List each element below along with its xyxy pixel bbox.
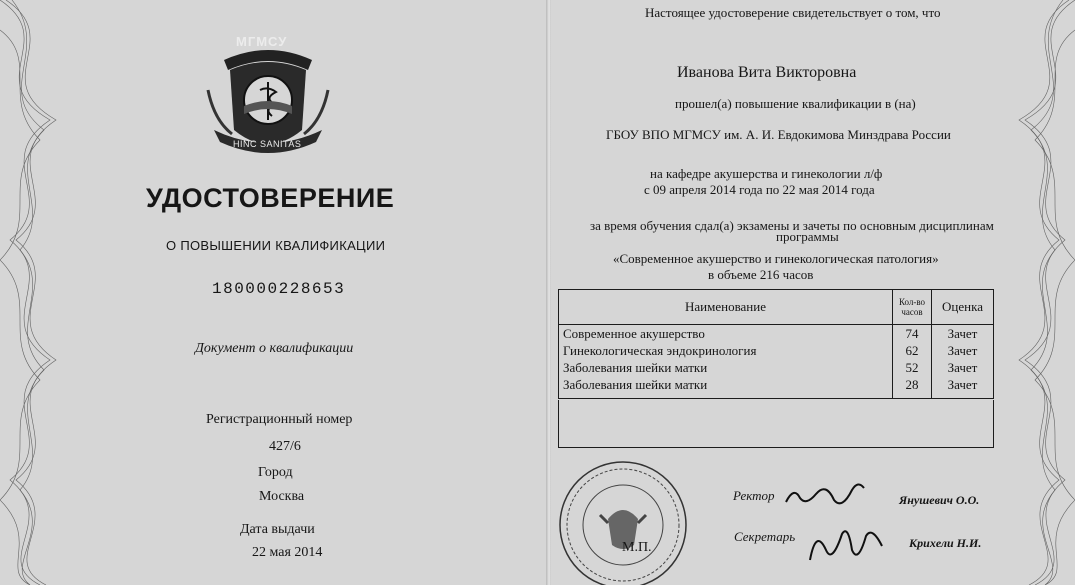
document-title: УДОСТОВЕРЕНИЕ — [146, 183, 395, 213]
discipline-grade: Зачет — [932, 359, 994, 376]
emblem-bottom-text: HINC SANITAS — [233, 139, 302, 149]
city-value: Москва — [259, 489, 305, 504]
discipline-grade: Зачет — [932, 325, 994, 343]
document-type: Документ о квалификации — [195, 341, 354, 356]
table-row — [559, 359, 994, 376]
exams-line-1: за время обучения сдал(а) экзамены и зачеты по основным дисциплинам — [590, 218, 994, 233]
rector-label: Ректор — [733, 488, 775, 503]
table-row — [559, 325, 994, 343]
emblem-top-text: МГМСУ — [236, 34, 288, 49]
discipline-hours: 52 — [893, 359, 932, 376]
passed-text: прошел(а) повышение квалификации в (на) — [675, 96, 916, 111]
rector-name: Янушевич О.О. — [899, 493, 980, 507]
seal-text: М.П. — [622, 540, 652, 555]
discipline-grade: Зачет — [932, 342, 994, 359]
discipline-name: Заболевания шейки матки — [559, 359, 893, 376]
issue-date-label: Дата выдачи — [240, 522, 315, 537]
secretary-name: Крихели Н.И. — [909, 536, 982, 550]
guilloche-border-right-icon — [1013, 0, 1075, 585]
table-row — [559, 376, 994, 399]
official-seal-icon — [556, 453, 690, 585]
registration-label: Регистрационный номер — [206, 412, 353, 427]
document-subtitle: О ПОВЫШЕНИИ КВАЛИФИКАЦИИ — [166, 238, 386, 253]
intro-text: Настоящее удостоверение свидетельствует о том, что — [645, 5, 941, 20]
table-row — [559, 342, 994, 359]
secretary-signature-icon — [806, 520, 886, 568]
secretary-label: Секретарь — [734, 529, 796, 544]
discipline-grade: Зачет — [932, 376, 994, 399]
discipline-hours: 28 — [893, 376, 932, 399]
table-bottom-frame — [558, 400, 994, 448]
program-hours: в объеме 216 часов — [708, 267, 814, 282]
issue-date-value: 22 мая 2014 — [252, 545, 323, 560]
program-title: «Современное акушерство и гинекологическая патология» — [613, 251, 939, 266]
institution-text: ГБОУ ВПО МГМСУ им. А. И. Евдокимова Минздрава России — [606, 127, 951, 142]
exams-line-2: программы — [776, 229, 839, 244]
column-header-name: Наименование — [559, 290, 893, 325]
registration-value: 427/6 — [269, 439, 301, 454]
guilloche-border-left-icon — [0, 0, 62, 585]
city-label: Город — [258, 465, 293, 480]
discipline-hours: 62 — [893, 342, 932, 359]
column-header-grade: Оценка — [932, 290, 994, 325]
discipline-hours: 74 — [893, 325, 932, 343]
discipline-name: Заболевания шейки матки — [559, 376, 893, 399]
holder-name: Иванова Вита Викторовна — [677, 64, 857, 81]
column-header-hours: Кол-во часов — [893, 290, 932, 325]
discipline-name: Современное акушерство — [559, 325, 893, 343]
disciplines-table — [558, 289, 994, 399]
rector-signature-icon — [782, 476, 868, 512]
period-text: с 09 апреля 2014 года по 22 мая 2014 года — [644, 182, 875, 197]
department-text: на кафедре акушерства и гинекологии л/ф — [650, 166, 883, 181]
document-number: 180000228653 — [212, 280, 346, 298]
discipline-name: Гинекологическая эндокринология — [559, 342, 893, 359]
